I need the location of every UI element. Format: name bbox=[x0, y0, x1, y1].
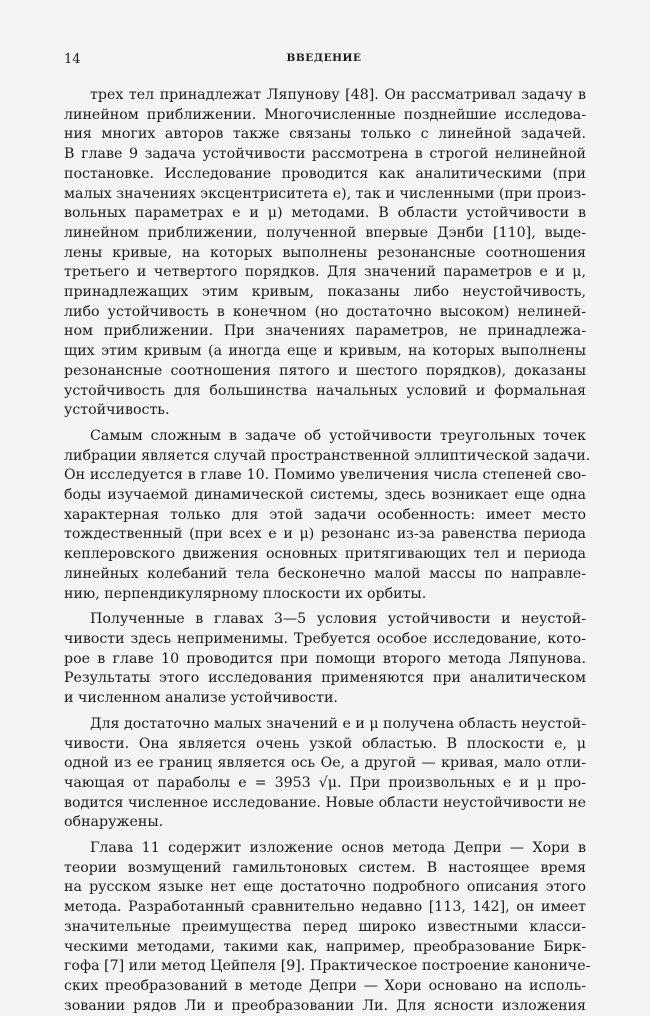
text-line: гофа [7] или метод Цейпеля [9]. Практическое построение канониче- bbox=[64, 958, 591, 975]
text-line: В главе 9 задача устойчивости рассмотрена в строгой нелинейной bbox=[64, 146, 586, 163]
text-line: рое в главе 10 проводится при помощи второго метода Ляпунова. bbox=[64, 650, 586, 667]
paragraph bbox=[64, 86, 586, 421]
text-line: линейных колебаний тела бесконечно малой массы по направле- bbox=[64, 565, 586, 582]
page-number: 14 bbox=[64, 52, 81, 67]
text-line: чающая от параболы e = 3953 √μ. При произвольных e и μ про- bbox=[64, 774, 586, 791]
text-line: либо устойчивость в конечном (но достаточно высоком) нелиней- bbox=[64, 303, 586, 320]
text-line: либрации является случай пространственной эллиптической задачи. bbox=[64, 447, 591, 464]
text-line: тождественный (при всех e и μ) резонанс из-за равенства периода bbox=[64, 526, 586, 543]
text-line: водится численное исследование. Новые области неустойчивости не bbox=[64, 794, 586, 811]
text-line: Полученные в главах 3—5 условия устойчивости и неустой- bbox=[90, 611, 586, 628]
running-head: ВВЕДЕНИЕ bbox=[286, 52, 362, 64]
paragraph bbox=[64, 715, 586, 833]
text-line: устойчивость для большинства начальных условий и формальная bbox=[64, 382, 586, 399]
text-line: постановке. Исследование проводится как аналитическими (при bbox=[64, 165, 586, 182]
text-line: характерная только для этой задачи особенность: имеет место bbox=[64, 506, 586, 523]
text-line: трех тел принадлежат Ляпунову [48]. Он рассматривал задачу в bbox=[90, 87, 586, 103]
text-line: Самым сложным в задаче об устойчивости треугольных точек bbox=[90, 427, 586, 444]
text-line: кеплеровского движения основных притягивающих тел и периода bbox=[64, 546, 586, 563]
text-line: ния многих авторов также связаны только с линейной задачей. bbox=[64, 126, 586, 143]
text-line: метода. Разработанный сравнительно недавно [113, 142], он имеет bbox=[64, 899, 586, 916]
text-line: лены кривые, на которых выполнены резонансные соотношения bbox=[64, 244, 586, 261]
paragraph bbox=[64, 610, 586, 709]
text-line: устойчивость. bbox=[64, 402, 170, 419]
text-line: нию, перпендикулярному плоскости их орбиты. bbox=[64, 585, 427, 602]
text-line: щих этим кривым (а иногда еще и кривым, на которых выполнены bbox=[64, 343, 586, 360]
text-line: линейном приближении, полученной впервые Дэнби [110], выде- bbox=[64, 224, 586, 241]
text-line: линейном приближении. Многочисленные позднейшие исследова- bbox=[64, 106, 586, 123]
text-line: малых значениях эксцентриситета e), так и численными (при произ- bbox=[64, 185, 586, 202]
text-line: Он исследуется в главе 10. Помимо увеличения числа степеней сво- bbox=[64, 467, 586, 484]
text-line: боды изучаемой динамической системы, здесь возникает еще одна bbox=[64, 487, 586, 504]
text-line: Для достаточно малых значений e и μ получена область неустой- bbox=[90, 715, 586, 732]
text-line: ских преобразований в методе Депри — Хори основано на исполь- bbox=[64, 977, 586, 994]
text-line: на русском языке нет еще достаточно подробного описания этого bbox=[64, 879, 586, 896]
text-line: третьего и четвертого порядков. Для значений параметров e и μ, bbox=[64, 264, 586, 281]
text-line: зовании рядов Ли и преобразовании Ли. Для ясности изложения bbox=[64, 997, 586, 1014]
text-line: чивости. Она является очень узкой областью. В плоскости e, μ bbox=[64, 735, 586, 752]
text-line: Результаты этого исследования применяются при аналитическом bbox=[64, 670, 586, 687]
text-line: и численном анализе устойчивости. bbox=[64, 690, 338, 707]
text-line: ном приближении. При значениях параметров, не принадлежа- bbox=[64, 323, 586, 340]
body-text bbox=[64, 86, 591, 1016]
text-line: Глава 11 содержит изложение основ метода Депри — Хори в bbox=[90, 840, 586, 857]
text-line: ческими методами, такими как, например, преобразование Бирк- bbox=[64, 938, 586, 955]
text-line: принадлежащих этим кривым, показаны либо неустойчивость, bbox=[64, 284, 586, 301]
paragraph bbox=[64, 427, 591, 604]
text-line: чивости здесь неприменимы. Требуется особое исследование, кото- bbox=[64, 630, 586, 647]
text-line: теории возмущений гамильтоновых систем. В настоящее время bbox=[64, 859, 586, 876]
text-line: резонансные соотношения пятого и шестого порядков), доказаны bbox=[64, 362, 586, 379]
text-line: значительные преимущества перед широко известными класси- bbox=[64, 918, 586, 935]
text-line: одной из ее границ является ось Oe, а другой — кривая, мало отли- bbox=[64, 755, 586, 772]
text-line: обнаружены. bbox=[64, 814, 164, 831]
text-line: вольных параметрах e и μ) методами. В области устойчивости в bbox=[64, 205, 586, 222]
paragraph bbox=[64, 839, 591, 1016]
